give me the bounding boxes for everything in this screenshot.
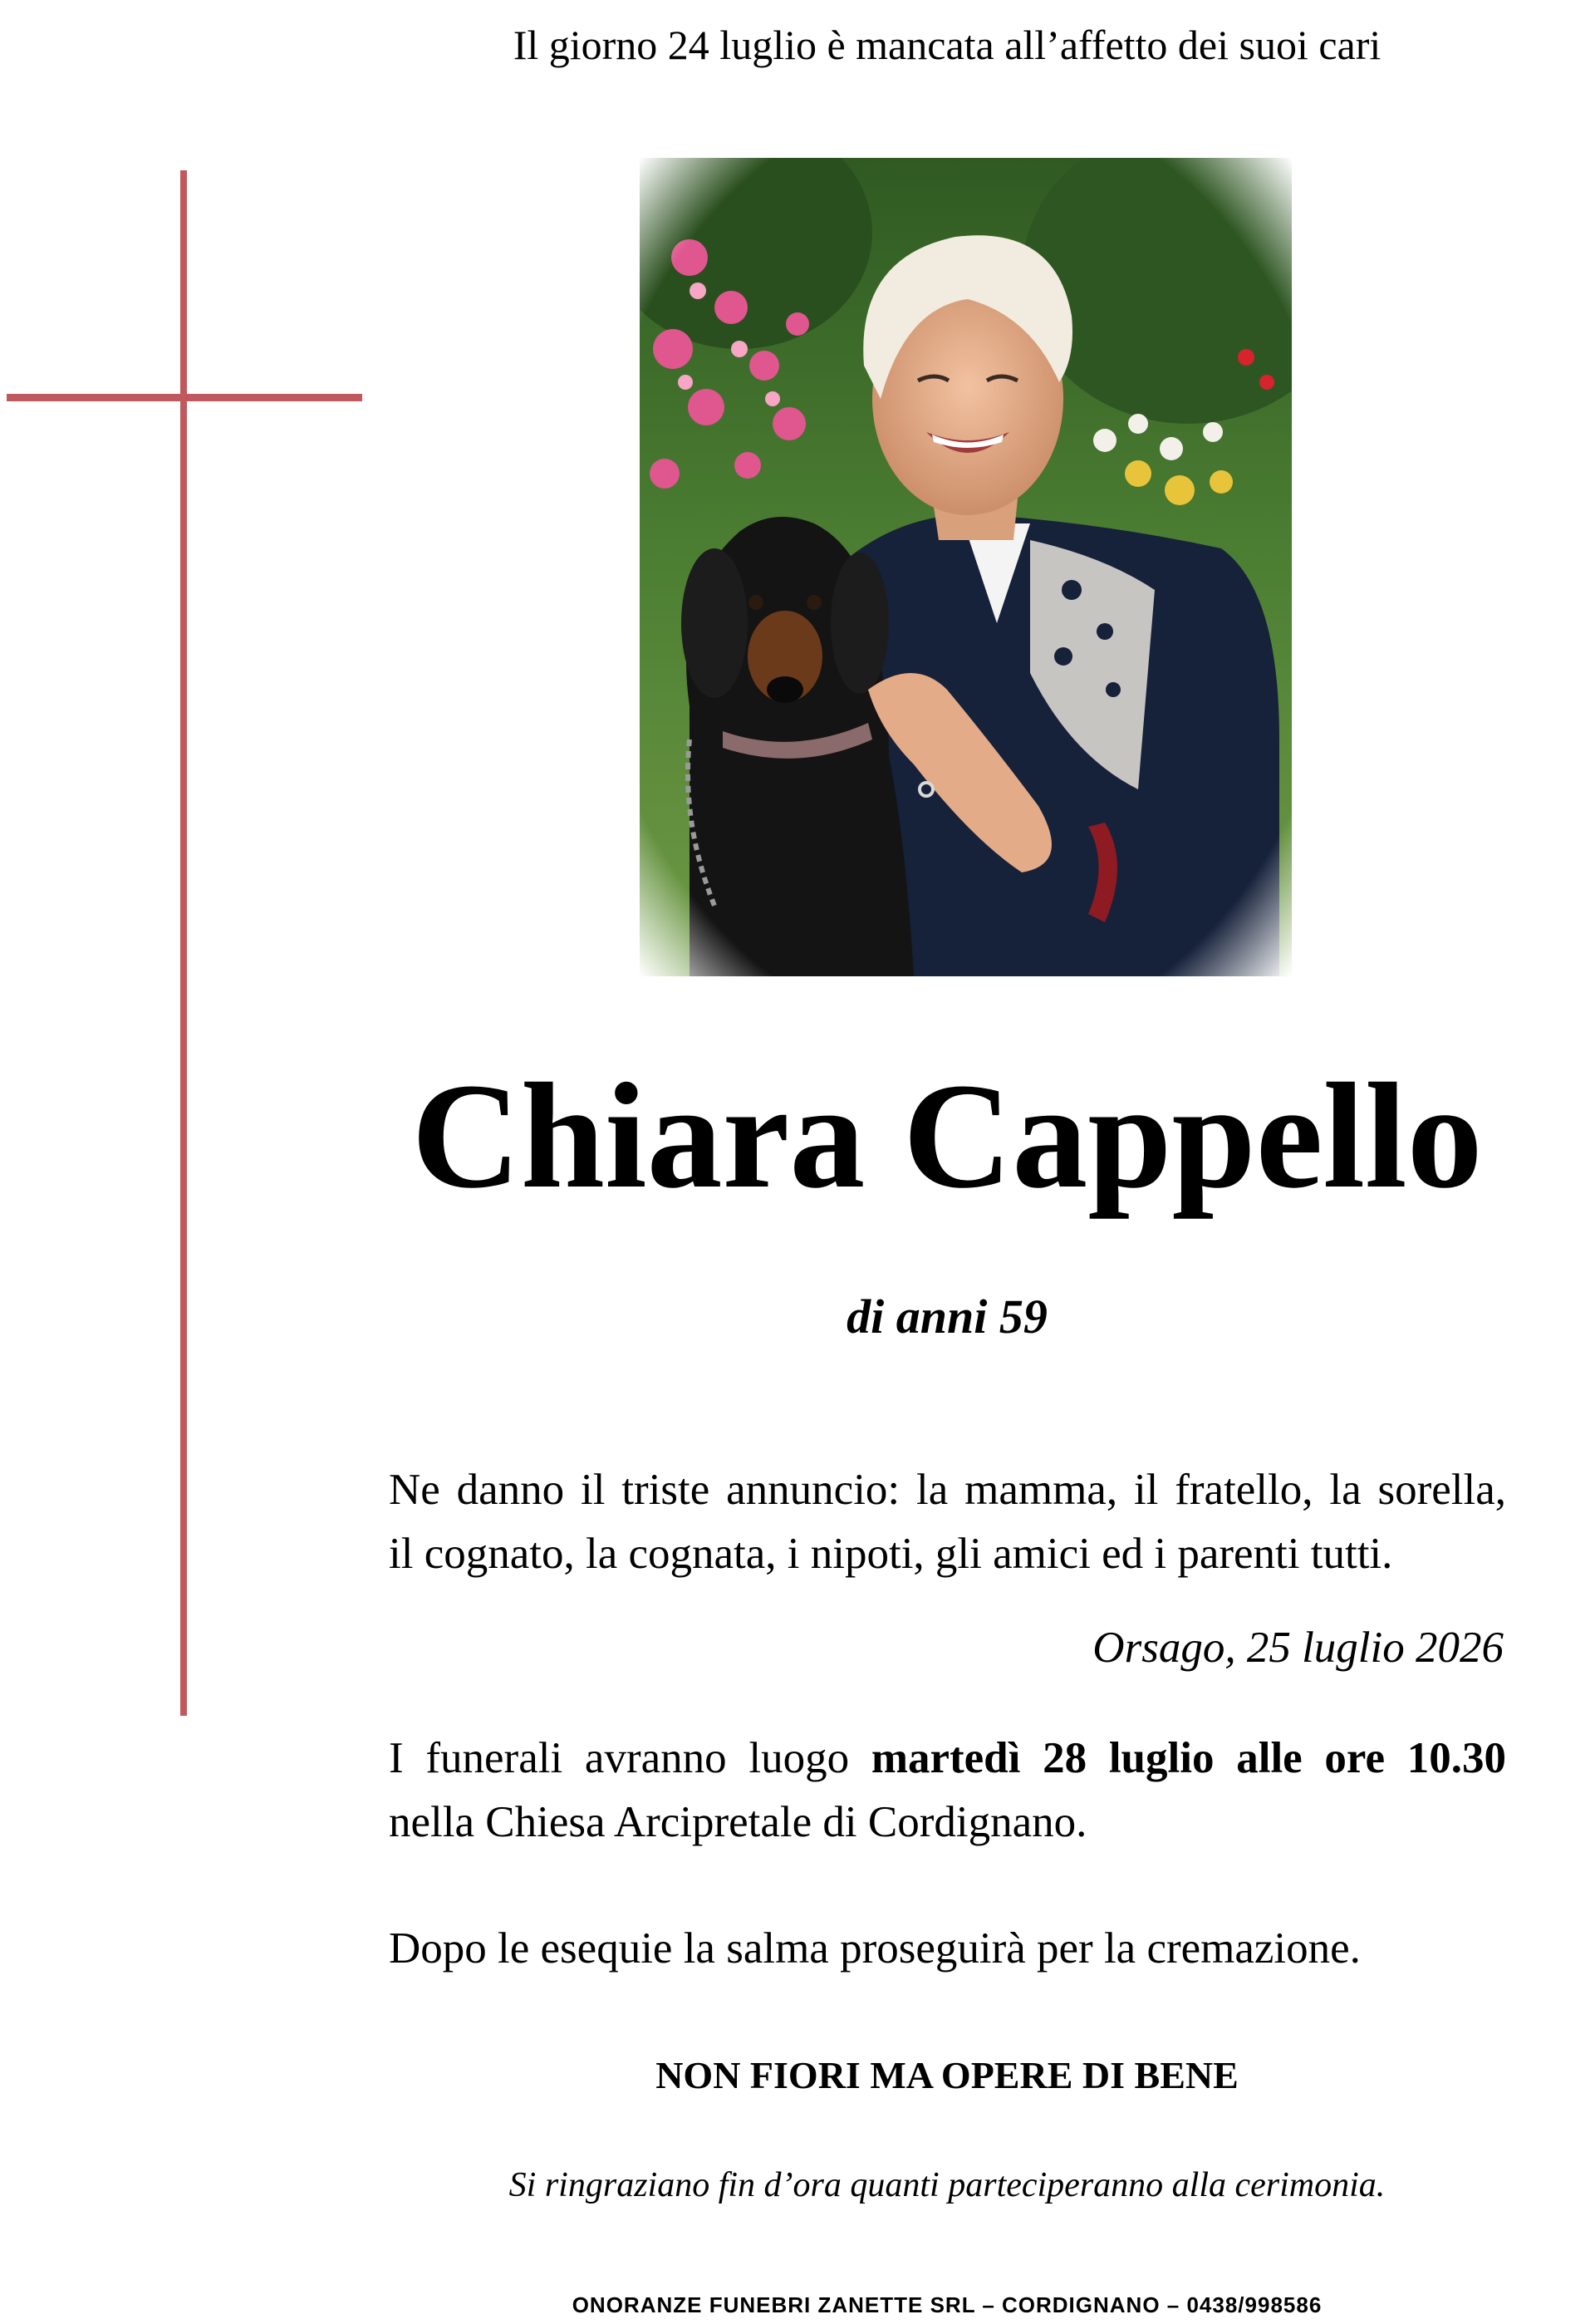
announcement-line-1: Ne danno il triste annuncio: la mamma, il fratello, la sorella, [389,1466,1506,1514]
funeral-line-1 [389,1727,1506,1791]
funeral-line-2: nella Chiesa Arcipretale di Cordignano. [389,1798,1087,1846]
funeral-date-time: martedì 28 luglio alle ore 10.30 [871,1734,1506,1782]
cross-vertical-bar [180,170,187,1716]
funeral-home-footer: ONORANZE FUNEBRI ZANETTE SRL – CORDIGNANO – 0438/998586 [572,2292,1323,2317]
deceased-name: Chiara Cappello [411,1053,1483,1220]
intro-text: Il giorno 24 luglio è mancata all’affetto dei suoi cari [513,22,1382,68]
cremation-text: Dopo le esequie la salma proseguirà per la cremazione. [389,1924,1361,1973]
announcement-line-2: il cognato, la cognata, i nipoti, gli amici ed i parenti tutti. [389,1530,1393,1578]
funeral-paragraph [389,1727,1506,1855]
announcement-paragraph [389,1458,1506,1586]
cross-horizontal-bar [7,394,362,401]
place-date: Orsago, 25 luglio 2026 [1092,1624,1504,1672]
funeral-prefix: I funerali avranno luogo [389,1734,871,1782]
no-flowers-notice: NON FIORI MA OPERE DI BENE [655,2054,1239,2096]
portrait-illustration [640,158,1292,976]
portrait-photo [640,158,1292,976]
age-text: di anni 59 [847,1290,1048,1344]
thanks-text: Si ringraziano fin d’ora quanti parteciperanno alla cerimonia. [508,2166,1386,2204]
